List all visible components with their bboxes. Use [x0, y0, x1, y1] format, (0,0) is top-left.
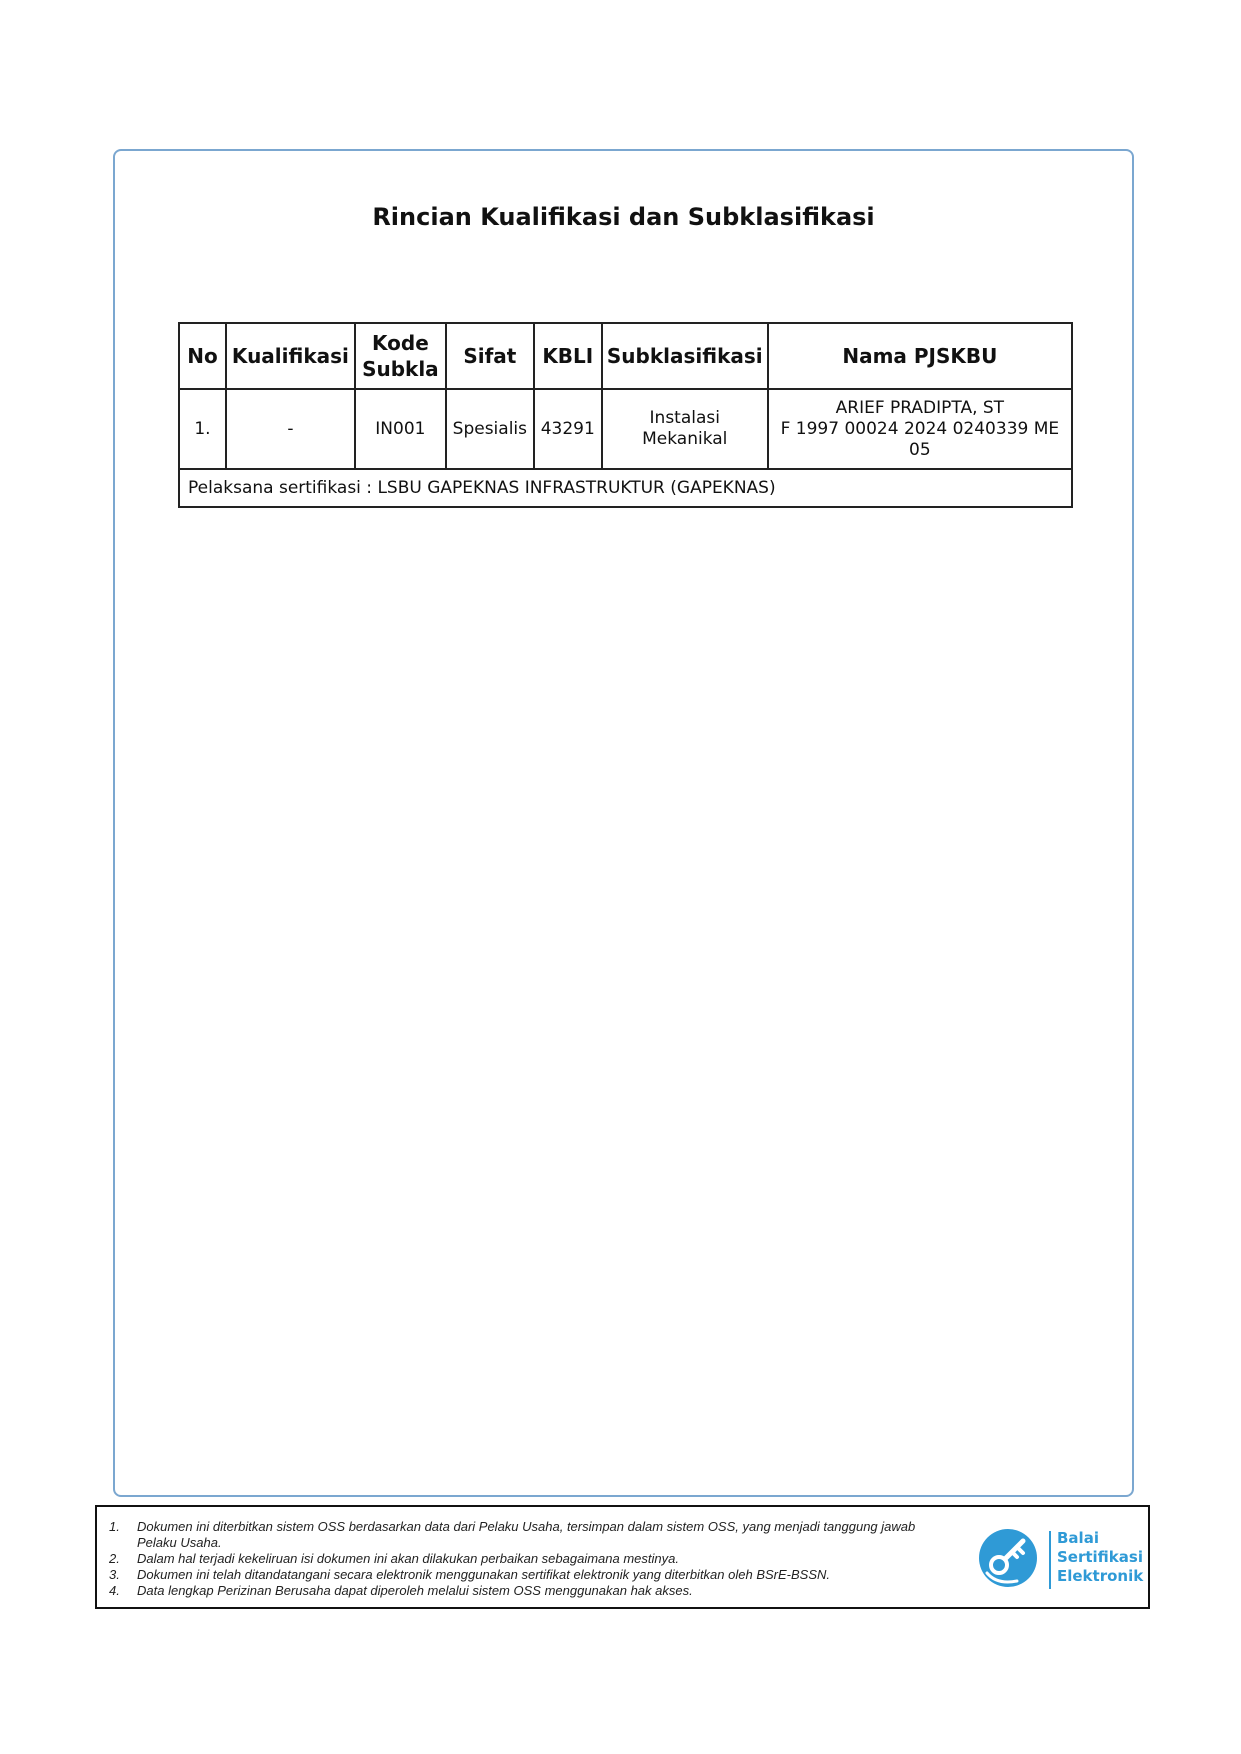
header-kode-subkla: [355, 323, 446, 389]
table-header-row: [179, 323, 1072, 389]
footer-note: [109, 1519, 969, 1551]
logo-line3: Elektronik: [1057, 1567, 1144, 1585]
pelaksana-cell: Pelaksana sertifikasi : LSBU GAPEKNAS INFRASTRUKTUR (GAPEKNAS): [179, 469, 1072, 507]
note-text: Dokumen ini telah ditandatangani secara elektronik menggunakan sertifikat elektronik yang diterbitkan oleh BSrE-BSSN.: [137, 1567, 830, 1582]
cell-sifat: Spesialis: [446, 389, 534, 469]
note-number: 1.: [109, 1519, 120, 1534]
header-kode-line1: Kode: [371, 331, 429, 355]
logo-line2: Sertifikasi: [1057, 1548, 1143, 1566]
page-title: Rincian Kualifikasi dan Subklasifikasi: [372, 203, 875, 231]
note-number: 2.: [109, 1551, 120, 1566]
nama-line1: ARIEF PRADIPTA, ST: [835, 397, 1005, 418]
header-no: No: [179, 323, 226, 389]
key-icon: [977, 1527, 1039, 1589]
qualification-table: [178, 322, 1073, 508]
header-subklasifikasi: Subklasifikasi: [602, 323, 768, 389]
logo-line1: Balai: [1057, 1529, 1099, 1547]
nama-line2: F 1997 00024 2024 0240339 ME: [780, 418, 1060, 439]
note-number: 3.: [109, 1567, 120, 1582]
subklasifikasi-line1: Instalasi: [649, 408, 720, 428]
footer-note: [109, 1567, 969, 1583]
cell-kualifikasi: -: [226, 389, 355, 469]
header-kbli: KBLI: [534, 323, 602, 389]
logo-text: [1057, 1529, 1143, 1586]
logo-divider: [1049, 1531, 1051, 1589]
pelaksana-row: [179, 469, 1072, 507]
footer-note: [109, 1583, 969, 1599]
note-text-continued: Pelaku Usaha.: [137, 1535, 222, 1550]
header-nama-pjskbu: Nama PJSKBU: [768, 323, 1072, 389]
footer-box: [95, 1505, 1150, 1609]
note-text: Dalam hal terjadi kekeliruan isi dokumen ini akan dilakukan perbaikan sebagaimana mestinya.: [137, 1551, 679, 1566]
note-number: 4.: [109, 1583, 120, 1598]
nama-line3: 05: [909, 439, 931, 460]
table-row: [179, 389, 1072, 469]
cell-nama-pjskbu: [768, 389, 1072, 469]
cell-subklasifikasi: [602, 389, 768, 469]
header-kode-line2: Subkla: [362, 357, 439, 381]
header-kualifikasi: Kualifikasi: [226, 323, 355, 389]
subklasifikasi-line2: Mekanikal: [642, 429, 728, 449]
cell-no: 1.: [179, 389, 226, 469]
cell-kbli: 43291: [534, 389, 602, 469]
cell-kode-subkla: IN001: [355, 389, 446, 469]
footer-note: [109, 1551, 969, 1567]
header-sifat: Sifat: [446, 323, 534, 389]
note-text: Data lengkap Perizinan Berusaha dapat diperoleh melalui sistem OSS menggunakan hak akses.: [137, 1583, 693, 1598]
bsre-logo: [977, 1527, 1147, 1593]
footer-notes: [109, 1519, 969, 1599]
note-text: Dokumen ini diterbitkan sistem OSS berdasarkan data dari Pelaku Usaha, tersimpan dalam sistem OSS, yang menjadi tanggung jawab: [137, 1519, 916, 1534]
